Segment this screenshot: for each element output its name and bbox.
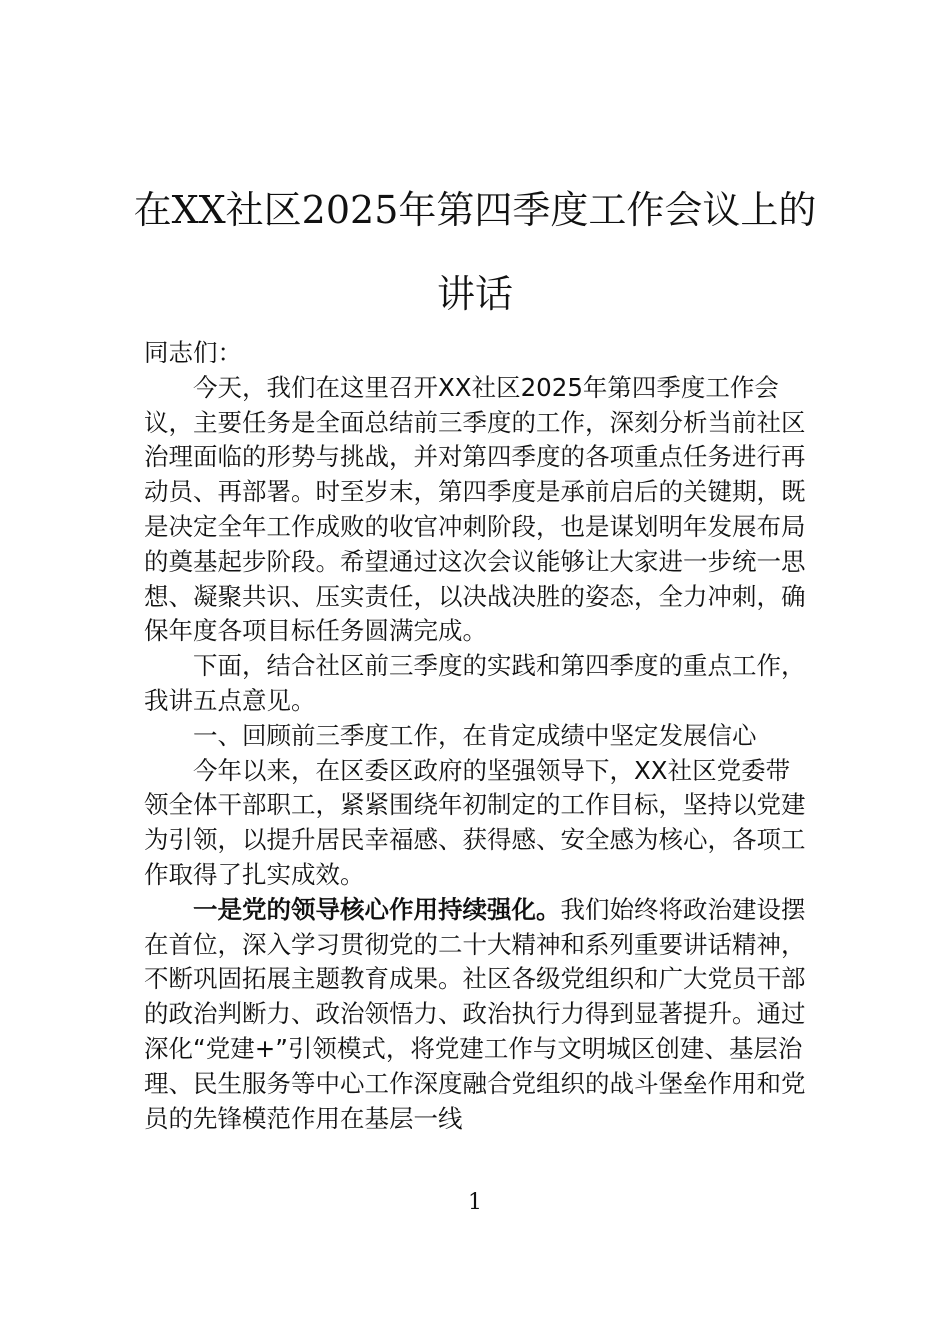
title-line-1: 在XX社区2025年第四季度工作会议上的	[133, 188, 817, 232]
speech-body	[144, 336, 807, 1136]
section-heading-1: 一、回顾前三季度工作，在肯定成绩中坚定发展信心	[193, 720, 757, 750]
paragraph-lead-bold: 一是党的领导核心作用持续强化。	[193, 894, 561, 924]
paragraph-review: 今年以来，在区委区政府的坚强领导下，XX社区党委带领全体干部职工，紧紧围绕年初制定的工作目标，坚持以党建为引领，以提升居民幸福感、获得感、安全感为核心，各项工作取得了扎实成效。	[144, 755, 806, 889]
page-title	[100, 168, 850, 336]
paragraph-outline: 下面，结合社区前三季度的实践和第四季度的重点工作，我讲五点意见。	[144, 651, 806, 715]
paragraph-lead-text: 我们始终将政治建设摆在首位，深入学习贯彻党的二十大精神和系列重要讲话精神，不断巩固拓展主题教育成果。社区各级党组织和广大党员干部的政治判断力、政治领悟力、政治执行力得到显著提升。通过深化“党建+”引领模式，将党建工作与文明城区创建、基层治理、民生服务等中心工作深度融合党组织的战斗堡垒作用和党员的先锋模范作用在基层一线	[144, 894, 806, 1133]
paragraph-party-leadership	[144, 893, 807, 1137]
paragraph-intro: 今天，我们在这里召开XX社区2025年第四季度工作会议，主要任务是全面总结前三季度的工作，深刻分析当前社区治理面临的形势与挑战，并对第四季度的各项重点任务进行再动员、再部署。时至岁末，第四季度是承前启后的关键期，既是决定全年工作成败的收官冲刺阶段，也是谋划明年发展布局的奠基起步阶段。希望通过这次会议能够让大家进一步统一思想、凝聚共识、压实责任，以决战决胜的姿态，全力冲刺，确保年度各项目标任务圆满完成。	[144, 372, 806, 646]
salutation: 同志们：	[144, 338, 242, 367]
page-number: 1	[468, 1190, 482, 1215]
title-line-2: 讲话	[436, 272, 513, 316]
